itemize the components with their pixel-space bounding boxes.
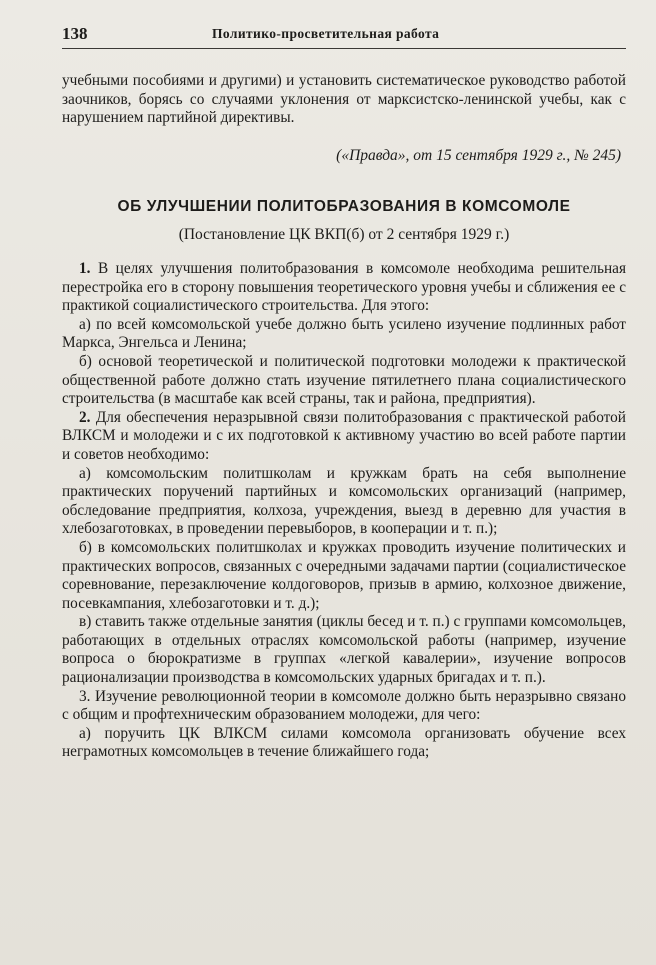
source-citation: («Правда», от 15 сентября 1929 г., № 245) bbox=[336, 147, 621, 164]
paragraph-1b: б) основой теоретической и политической подготовки молодежи к практической общественной работе должно стать изучение пятилетнего плана социалистического строительства (в масштабе как всей страны, так и района, предприятия). bbox=[62, 352, 626, 408]
section-subtitle: (Постановление ЦК ВКП(б) от 2 сентября 1929 г.) bbox=[178, 226, 510, 243]
paragraph-2 bbox=[62, 409, 626, 465]
paragraph-1 bbox=[62, 260, 626, 316]
paragraph-3: 3. Изучение революционной теории в комсомоле должно быть неразрывно связано с общим и профтехническим образованием молодежи, для чего: bbox=[62, 687, 626, 724]
continuation-text: учебными пособиями и другими) и установить систематическое руководство работой заочников, борясь со случаями уклонения от марксистско-ленинской учебы, как с нарушением партийной директивы. bbox=[62, 72, 626, 127]
page-number: 138 bbox=[62, 24, 88, 43]
paragraph-2a: а) комсомольским политшколам и кружкам брать на себя выполнение практических поручений партийных и комсомольских организаций (например, обследование предприятия, колхоза, учреждения, выезд в деревню для участия в хлебозаготовках, в проведении перевыборов, в кооперации и т. п.); bbox=[62, 464, 626, 538]
paragraph-2-text: Для обеспечения неразрывной связи политобразования с практической работой ВЛКСМ и молодежи и с их подготовкой к активному участию во всей работе партии и советов необходимо: bbox=[62, 408, 626, 463]
paragraph-2b: б) в комсомольских политшколах и кружках проводить изучение политических и практических вопросов, связанных с очередными задачами партии (социалистическое соревнование, перезаключение колдоговоров, призыв в армию, колхозное движение, посевкампания, хлебозаготовки и т. д.); bbox=[62, 538, 626, 612]
running-header bbox=[62, 22, 626, 49]
paragraph-1-text: В целях улучшения политобразования в комсомоле необходима решительная перестройка его в сторону повышения теоретического уровня учебы и сближения ее с практикой социалистического строительства. Для этого: bbox=[62, 260, 626, 315]
continuation-paragraph bbox=[62, 72, 626, 128]
section-title: ОБ УЛУЧШЕНИИ ПОЛИТОБРАЗОВАНИЯ В КОМСОМОЛЕ bbox=[117, 198, 571, 215]
paragraph-2-number: 2. bbox=[79, 408, 91, 426]
paragraph-1a: а) по всей комсомольской учебе должно быть усилено изучение подлинных работ Маркса, Энгельса и Ленина; bbox=[62, 315, 626, 352]
paragraph-3a: а) поручить ЦК ВЛКСМ силами комсомола организовать обучение всех неграмотных комсомольцев в течение ближайшего года; bbox=[62, 724, 626, 761]
resolution-body bbox=[62, 260, 626, 762]
paragraph-1-number: 1. bbox=[79, 260, 91, 277]
paragraph-2c: в) ставить также отдельные занятия (циклы бесед и т. п.) с группами комсомольцев, работающих в отдельных отраслях комсомольской работы (например, изучение вопроса о бюрократизме в группах «легкой кавалерии», изучение вопросов рационализации производства в комсомольских ударных бригадах и т. п.). bbox=[62, 613, 626, 687]
running-title: Политико-просветительная работа bbox=[212, 26, 440, 41]
